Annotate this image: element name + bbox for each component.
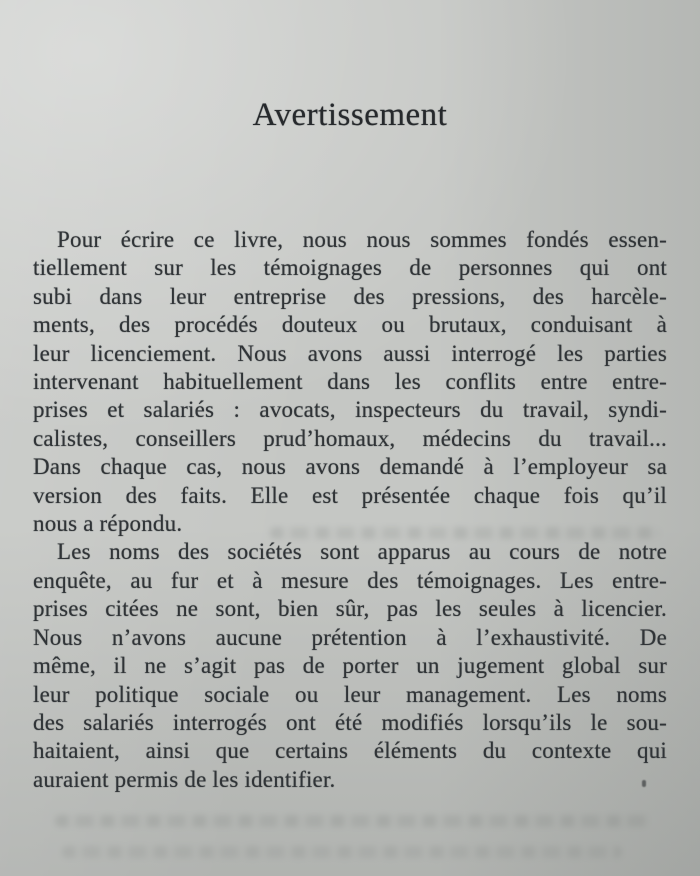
ink-speck — [642, 780, 646, 787]
text-line: prises citées ne sont, bien sûr, pas les seules à licencier. — [33, 596, 667, 622]
text-line: Les noms des sociétés sont apparus au cours de notre — [57, 539, 667, 565]
text-block — [33, 226, 667, 794]
page-title: Avertissement — [252, 97, 448, 133]
text-line: des salariés interrogés ont été modifiés lorsqu’ils le sou- — [33, 709, 667, 735]
text-line: calistes, conseillers prud’homaux, médecins du travail... — [33, 425, 667, 451]
text-line: intervenant habituellement dans les conflits entre entre- — [33, 369, 667, 395]
showthrough-line — [62, 846, 622, 858]
text-line: enquête, au fur et à mesure des témoignages. Les entre- — [33, 567, 667, 593]
text-line: leur licenciement. Nous avons aussi interrogé les parties — [33, 340, 667, 366]
text-line: auraient permis de les identifier. — [33, 766, 336, 792]
text-line: ments, des procédés douteux ou brutaux, conduisant à — [33, 312, 667, 338]
text-line: version des faits. Elle est présentée chaque fois qu’il — [33, 482, 667, 508]
text-line: Nous n’avons aucune prétention à l’exhaustivité. De — [33, 624, 667, 650]
showthrough-line — [270, 527, 660, 539]
text-line: tiellement sur les témoignages de personnes qui ont — [33, 255, 667, 281]
text-line: haitaient, ainsi que certains éléments du contexte qui — [33, 738, 667, 764]
text-line: nous a répondu. — [33, 511, 183, 537]
text-line: leur politique sociale ou leur management. Les noms — [33, 681, 667, 707]
text-line: Dans chaque cas, nous avons demandé à l’employeur sa — [33, 454, 667, 480]
text-line: prises et salariés : avocats, inspecteurs du travail, syndi- — [33, 397, 667, 423]
text-line: Pour écrire ce livre, nous nous sommes fondés essen- — [57, 227, 667, 252]
text-line: subi dans leur entreprise des pressions, des harcèle- — [33, 283, 667, 309]
text-line: même, il ne s’agit pas de porter un jugement global sur — [33, 653, 667, 679]
showthrough-line — [55, 815, 650, 827]
